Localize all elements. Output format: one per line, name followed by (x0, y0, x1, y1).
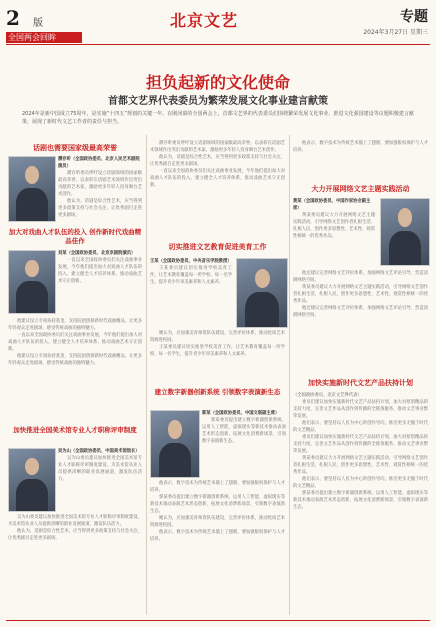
paragraph: 郭某委员提出建立数字新器创新系统，运用人工智能、虚拟现实等新技术推动表演艺术形态创新，拓展文化消费新场景，引领数字表演新生态。 (150, 495, 285, 514)
paragraph: 他认为，话剧是综合性艺术，应当得到更多政策支持与社会关注，让优秀剧目走进更多剧场。 (58, 199, 142, 218)
article-body (202, 410, 286, 473)
paragraph: 郭某委员提出建立数字新器创新系统，运用人工智能、虚拟现实等新技术推动表演艺术形态创新，拓展文化消费新场景，引领数字表演新生态。 (202, 418, 286, 444)
paragraph: 一直以来全国政协委员们关注戏曲事业发展，今年他们提出加大对戏曲人才队伍的投入，建立健全人才培养体系，推动戏曲艺术守正创新。 (8, 333, 142, 352)
byline: （全国政协委员、北京文艺界代表） (293, 393, 362, 398)
page-unit: 版 (33, 18, 43, 29)
byline: 郭某（全国政协委员、中国文联副主席） (202, 411, 280, 416)
paragraph: 他表示，数字技术为传统艺术插上了翅膀，要加强版权保护与人才培养。 (150, 530, 285, 542)
byline: 王某（全国政协委员、中央音乐学院教授） (150, 259, 232, 264)
author-photo (8, 250, 56, 314)
paragraph: 黄某委员建议大力开展网络文艺主题实践活动，引导网络文艺创作者扎根生活、扎根人民，创作更多思想性、艺术性、观赏性相统一的优秀作品。 (293, 285, 428, 304)
author-photo (236, 258, 288, 328)
article-title: 切实推进文艺教育促进美育工作 (168, 243, 267, 251)
paragraph: 她认为，应加强美育师资队伍建设，完善评价体系，推动优质艺术资源进校园。 (150, 516, 285, 528)
paragraph: 她认为，应加强美育师资队伍建设，完善评价体系，推动优质艺术资源进校园。 (150, 331, 285, 343)
paragraph: 他还建议完善网络文艺评价体系，加强网络文艺评论引导，营造清朗网络空间。 (293, 306, 428, 318)
column-divider (146, 135, 147, 615)
article-body (58, 250, 142, 307)
author-photo (8, 156, 56, 222)
byline: 濮存昕（全国政协委员、北京人民艺术剧院演员） (58, 157, 140, 169)
paragraph: 他认为，话剧是综合性艺术，应当得到更多政策支持与社会关注，让优秀剧目走进更多剧场。 (150, 155, 285, 167)
article-body (293, 392, 428, 616)
article-body (150, 140, 285, 236)
paragraph: 他建议设立专项扶持基金，支持院团创排新时代戏曲精品，让更多年轻观众走进剧场，感受传统戏曲的独特魅力。 (8, 354, 142, 366)
article-title: 建立数字新器创新系统 引领数字表演新生态 (154, 388, 281, 396)
article-title: 话剧也需要国家级最高荣誉 (33, 144, 117, 152)
article-title: 加快推进全国美术馆专业人才职称评审制度 (13, 426, 137, 434)
byline: 吴为山（全国政协委员、中国美术馆馆长） (58, 449, 140, 454)
article-body (150, 258, 232, 325)
paragraph: 他建议设立专项扶持基金，支持院团创排新时代戏曲精品，让更多年轻观众走进剧场，感受传统戏曲的独特魅力。 (8, 319, 142, 331)
paragraph: 黄某委员建议大力开展网络文艺主题实践活动，引导网络文艺创作者扎根生活、扎根人民，创作更多思想性、艺术性、观赏性相统一的优秀作品。 (293, 456, 428, 475)
paragraph: 一直以来全国政协委员们关注戏曲事业发展，今年他们提出加大对戏曲人才队伍的投入，建立健全人才培养体系，推动戏曲艺术守正创新。 (58, 258, 142, 284)
page-topic: 专题 (400, 9, 428, 25)
paragraph: 濮存昕委员呼吁设立话剧领域的国家级最高荣誉，以表彰在话剧艺术领域作出突出贡献的艺术家，激励更多年轻人投身舞台艺术创作。 (58, 171, 142, 197)
paragraph: 他表示，数字技术为传统艺术插上了翅膀，要加强版权保护与人才培养。 (293, 141, 428, 153)
issue-date: 2024年3月27日 星期三 (363, 29, 428, 36)
paragraph: 他认为，话剧是综合性艺术，应当得到更多政策支持与社会关注，让优秀剧目走进更多剧场。 (8, 529, 142, 541)
paragraph: 他表示，数字技术为传统艺术插上了翅膀，要加强版权保护与人才培养。 (150, 481, 285, 493)
article-body (58, 448, 142, 507)
article-body (8, 318, 142, 418)
main-headline: 担负起新的文化使命 (145, 73, 290, 92)
article-body (150, 330, 285, 384)
paragraph: 濮存昕委员呼吁设立话剧领域的国家级最高荣誉，以表彰在话剧艺术领域作出突出贡献的艺术家，激励更多年轻人投身舞台艺术创作。 (150, 141, 285, 153)
author-photo (150, 410, 200, 478)
paragraph: 吴为山委员建议加快推进全国美术馆专业人才职称评审制度建设，为美术馆从业人员提供清晰的职业发展通道，激发队伍活力。 (8, 515, 142, 527)
article-title: 加快实施新时代文艺产品扶持计划 (308, 379, 413, 387)
byline: 刘某（全国政协委员、北京京剧院演员） (58, 251, 136, 256)
header-divider (6, 44, 430, 45)
paragraph: 郭某委员提出建立数字新器创新系统，运用人工智能、虚拟现实等新技术推动表演艺术形态创新，拓展文化消费新场景，引领数字表演新生态。 (293, 491, 428, 510)
article-body (293, 140, 428, 176)
paragraph: 他还建议完善网络文艺评价体系，加强网络文艺评论引导，营造清朗网络空间。 (293, 271, 428, 283)
column-divider (289, 135, 290, 615)
article-body (293, 198, 375, 272)
paragraph: 他们表示，要坚持以人民为中心的创作导向，推出更多无愧于时代的文艺精品。 (293, 477, 428, 489)
sub-headline: 首都文艺界代表委员为繁荣发展文化事业建言献策 (108, 96, 328, 107)
paragraph: 王某委员建议切实推进学校美育工作，让艺术教育覆盖每一所学校、每一名学生，提升青少年审美素养和人文素养。 (150, 345, 285, 357)
footer-divider (6, 620, 430, 621)
newspaper-logo: 北京文艺 (170, 11, 239, 30)
paragraph: 王某委员建议切实推进学校美育工作，让艺术教育覆盖每一所学校、每一名学生，提升青少年审美素养和人文素养。 (150, 266, 232, 285)
section-label: 全国两会回眸 (6, 32, 82, 43)
article-title: 加大对戏曲人才队伍的投入 创作新时代戏曲精品佳作 (8, 228, 142, 245)
author-photo (8, 448, 56, 512)
paragraph: 吴为山委员建议加快推进全国美术馆专业人才职称评审制度建设，为美术馆从业人员提供清晰的职业发展通道，激发队伍活力。 (58, 456, 142, 482)
page-number: 2 (6, 6, 20, 30)
paragraph: 他们表示，要坚持以人民为中心的创作导向，推出更多无愧于时代的文艺精品。 (293, 421, 428, 433)
article-body (58, 156, 142, 228)
paragraph: 一直以来全国政协委员们关注戏曲事业发展，今年他们提出加大对戏曲人才队伍的投入，建立健全人才培养体系，推动戏曲艺术守正创新。 (150, 169, 285, 188)
article-body (150, 480, 285, 614)
author-photo (380, 198, 430, 266)
article-title: 大力开展网络文艺主题实践活动 (311, 185, 410, 193)
article-body (8, 514, 142, 614)
paragraph: 委员们建议加快实施新时代文艺产品扶持计划，加大对原创精品的支持力度，完善文艺作品从创作到传播的全链条服务，推动文艺事业繁荣发展。 (293, 435, 428, 454)
byline: 黄某（全国政协委员、中国作家协会副主席） (293, 199, 371, 211)
paragraph: 委员们建议加快实施新时代文艺产品扶持计划，加大对原创精品的支持力度，完善文艺作品从创作到传播的全链条服务，推动文艺事业繁荣发展。 (293, 400, 428, 419)
lead-paragraph: 2024年是新中国成立75周年，是实施“十四五”规划的关键一年。在刚闭幕的全国两会上，首都文艺界的代表委员们围绕繁荣发展文化事业、推进文化强国建设等议题积极建言献策，展现了新时代文艺工作者的责任与担当。 (22, 111, 414, 125)
article-body (293, 270, 428, 372)
paragraph: 黄某委员建议大力开展网络文艺主题实践活动，引导网络文艺创作者扎根生活、扎根人民，创作更多思想性、艺术性、观赏性相统一的优秀作品。 (293, 213, 375, 239)
